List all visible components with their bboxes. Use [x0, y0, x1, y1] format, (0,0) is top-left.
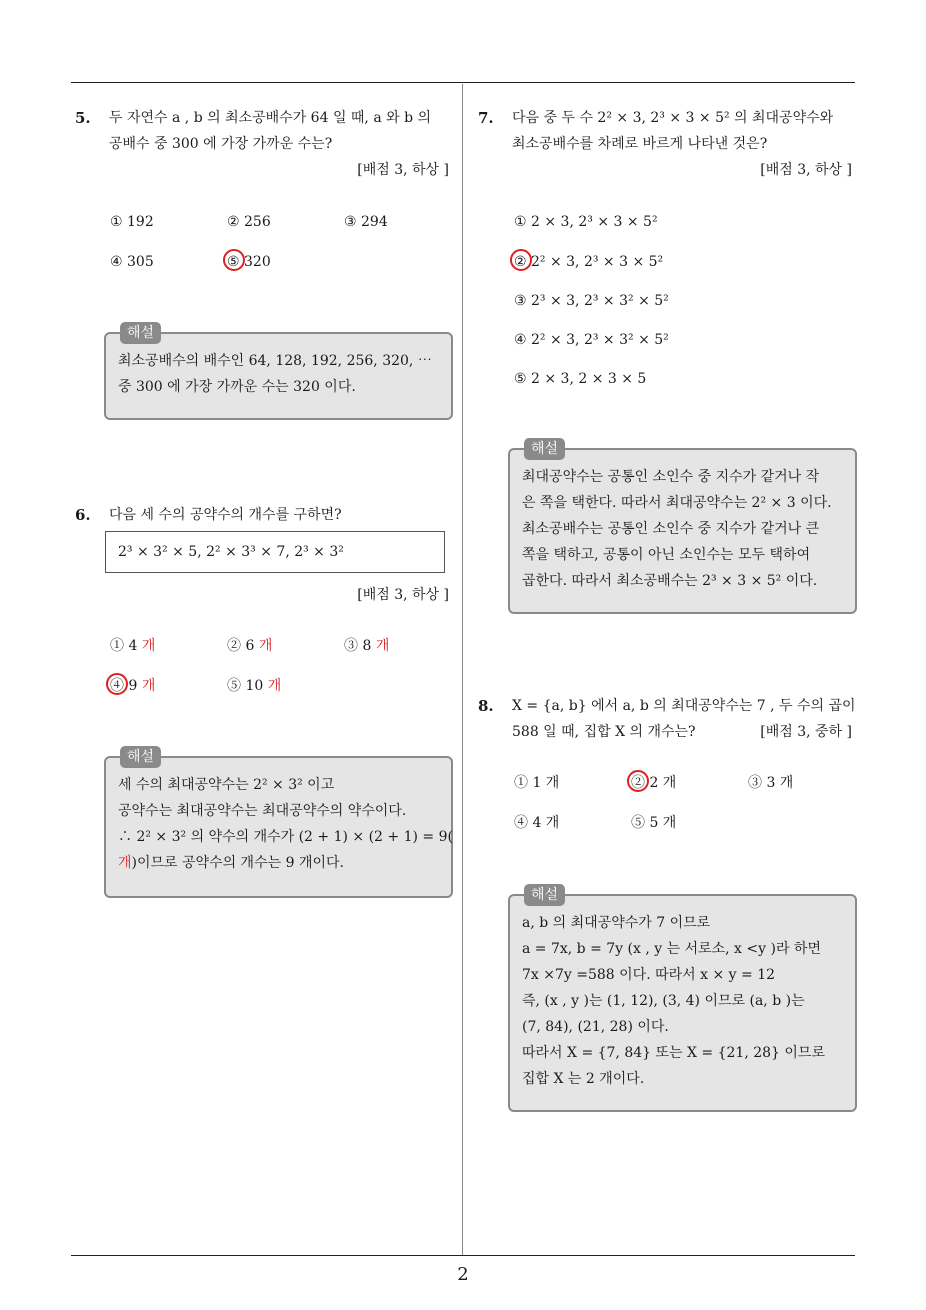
choice-5[interactable]: ⑤ 5 개 [631, 815, 677, 831]
solution-line: 최소공배수는 공통인 소인수 중 지수가 같거나 큰 [522, 521, 820, 537]
question-stem [109, 105, 455, 157]
choice-2[interactable] [514, 252, 663, 272]
question-6 [75, 502, 455, 528]
solution-line: ∴ 2² × 3² 의 약수의 개수가 (2 + 1) × (2 + 1) = 9( [118, 829, 453, 845]
choice-label: ① 4 [110, 638, 138, 654]
question-5 [75, 105, 455, 183]
choice-3[interactable]: ③ 2³ × 3, 2³ × 3² × 5² [514, 293, 669, 309]
solution-line: 은 쪽을 택한다. 따라서 최대공약수는 2² × 3 이다. [522, 495, 832, 511]
expression-text: 2³ × 3² × 5, 2² × 3³ × 7, 2³ × 3² [118, 544, 344, 560]
choice-4[interactable]: ④ 305 [110, 254, 154, 270]
choice-2[interactable] [227, 636, 272, 656]
choice-2[interactable]: ② 256 [227, 214, 271, 230]
stem-line: 다음 중 두 수 2² × 3, 2³ × 3 × 5² 의 최대공약수와 [512, 110, 834, 126]
choice-5[interactable] [227, 252, 271, 272]
choice-1[interactable] [110, 636, 155, 656]
solution-line: 쪽을 택하고, 공통이 아닌 소인수는 모두 택하여 [522, 547, 811, 563]
answer-circle-icon [223, 249, 245, 271]
choice-1[interactable]: ① 192 [110, 214, 154, 230]
expression-box [105, 531, 445, 573]
stem-line: 최소공배수를 차례로 바르게 나타낸 것은? [512, 136, 768, 152]
question-8 [478, 693, 858, 745]
choice-3[interactable]: ③ 3 개 [748, 775, 794, 791]
solution-line: 최대공약수는 공통인 소인수 중 지수가 같거나 작 [522, 469, 820, 485]
score-label: [배점 3, 하상 ] [760, 162, 852, 178]
question-stem [512, 693, 858, 745]
solution-red-word: 개 [118, 855, 132, 871]
solution-line: 공약수는 최대공약수는 최대공약수의 약수이다. [118, 803, 407, 819]
solution-line: (7, 84), (21, 28) 이다. [522, 1019, 669, 1035]
choice-unit: 개 [267, 678, 282, 694]
page-number: 2 [457, 1264, 469, 1285]
stem-line: 두 자연수 a , b 의 최소공배수가 64 일 때, a 와 b 의 [109, 110, 432, 126]
choice-label: ② 2 개 [631, 775, 677, 791]
choice-2[interactable] [631, 773, 676, 793]
solution-line [118, 850, 439, 876]
solution-line: 세 수의 최대공약수는 2² × 3² 이고 [118, 777, 335, 793]
choice-1[interactable]: ① 2 × 3, 2³ × 3 × 5² [514, 214, 658, 230]
question-stem [512, 105, 858, 157]
top-rule [71, 82, 855, 83]
solution-label: 해설 [524, 438, 565, 460]
answer-circle-icon [510, 249, 532, 271]
solution-line: 최소공배수의 배수인 64, 128, 192, 256, 320, ⋯ [118, 353, 432, 369]
stem-line: X = {a, b} 에서 a, b 의 최대공약수는 7 , 두 수의 곱이 [512, 698, 856, 714]
choice-unit: 개 [375, 638, 390, 654]
choice-label: ③ 8 [344, 638, 372, 654]
score-label: [배점 3, 하상 ] [357, 162, 449, 178]
choice-4[interactable] [110, 676, 155, 696]
solution-line: 7x ×7y =588 이다. 따라서 x × y = 12 [522, 967, 776, 983]
question-stem: 다음 세 수의 공약수의 개수를 구하면? [109, 507, 342, 523]
solution-line: 집합 X 는 2 개이다. [522, 1071, 645, 1087]
choice-label: ② 6 [227, 638, 255, 654]
choice-unit: 개 [258, 638, 273, 654]
choice-1[interactable]: ① 1 개 [514, 775, 560, 791]
choice-label: ② 2² × 3, 2³ × 3 × 5² [514, 254, 664, 270]
choice-4[interactable]: ④ 2² × 3, 2³ × 3² × 5² [514, 332, 669, 348]
choice-label: ④ 9 [110, 678, 138, 694]
score-label: [배점 3, 중하 ] [760, 724, 852, 740]
question-number: 6. [75, 506, 91, 524]
solution-box-q7 [508, 441, 857, 614]
choice-label: ⑤ 10 [227, 678, 264, 694]
solution-box-q8 [508, 887, 857, 1112]
answer-circle-icon [106, 673, 128, 695]
choice-3[interactable]: ③ 294 [344, 214, 388, 230]
choice-3[interactable] [344, 636, 389, 656]
solution-label: 해설 [120, 746, 161, 768]
solution-line: 따라서 X = {7, 84} 또는 X = {21, 28} 이므로 [522, 1045, 825, 1061]
choice-5[interactable]: ⑤ 2 × 3, 2 × 3 × 5 [514, 371, 647, 387]
question-7 [478, 105, 858, 183]
stem-line-with-score [512, 719, 858, 745]
choice-label: ⑤ 320 [227, 254, 271, 270]
stem-line: 공배수 중 300 에 가장 가까운 수는? [109, 136, 333, 152]
solution-box-q6 [104, 749, 453, 898]
solution-line: 즉, (x , y )는 (1, 12), (3, 4) 이므로 (a, b )는 [522, 993, 805, 1009]
score-row-q6 [75, 582, 449, 608]
answer-circle-icon [627, 770, 649, 792]
column-divider [462, 84, 463, 1256]
score-label: [배점 3, 하상 ] [357, 587, 449, 603]
stem-line: 588 일 때, 집합 X 의 개수는? [512, 724, 696, 740]
solution-label: 해설 [120, 322, 161, 344]
question-number: 8. [478, 697, 494, 715]
solution-line-rest: )이므로 공약수의 개수는 9 개이다. [131, 855, 344, 871]
solution-line: 곱한다. 따라서 최소공배수는 2³ × 3 × 5² 이다. [522, 573, 818, 589]
solution-label: 해설 [524, 884, 565, 906]
question-number: 7. [478, 109, 494, 127]
solution-line: a, b 의 최대공약수가 7 이므로 [522, 915, 711, 931]
question-number: 5. [75, 109, 91, 127]
solution-box-q5 [104, 325, 453, 420]
choice-4[interactable]: ④ 4 개 [514, 815, 560, 831]
choice-5[interactable] [227, 676, 281, 696]
choice-unit: 개 [141, 678, 156, 694]
solution-line: 중 300 에 가장 가까운 수는 320 이다. [118, 379, 356, 395]
bottom-rule [71, 1255, 855, 1256]
solution-line: a = 7x, b = 7y (x , y 는 서로소, x <y )라 하면 [522, 941, 821, 957]
choice-unit: 개 [141, 638, 156, 654]
